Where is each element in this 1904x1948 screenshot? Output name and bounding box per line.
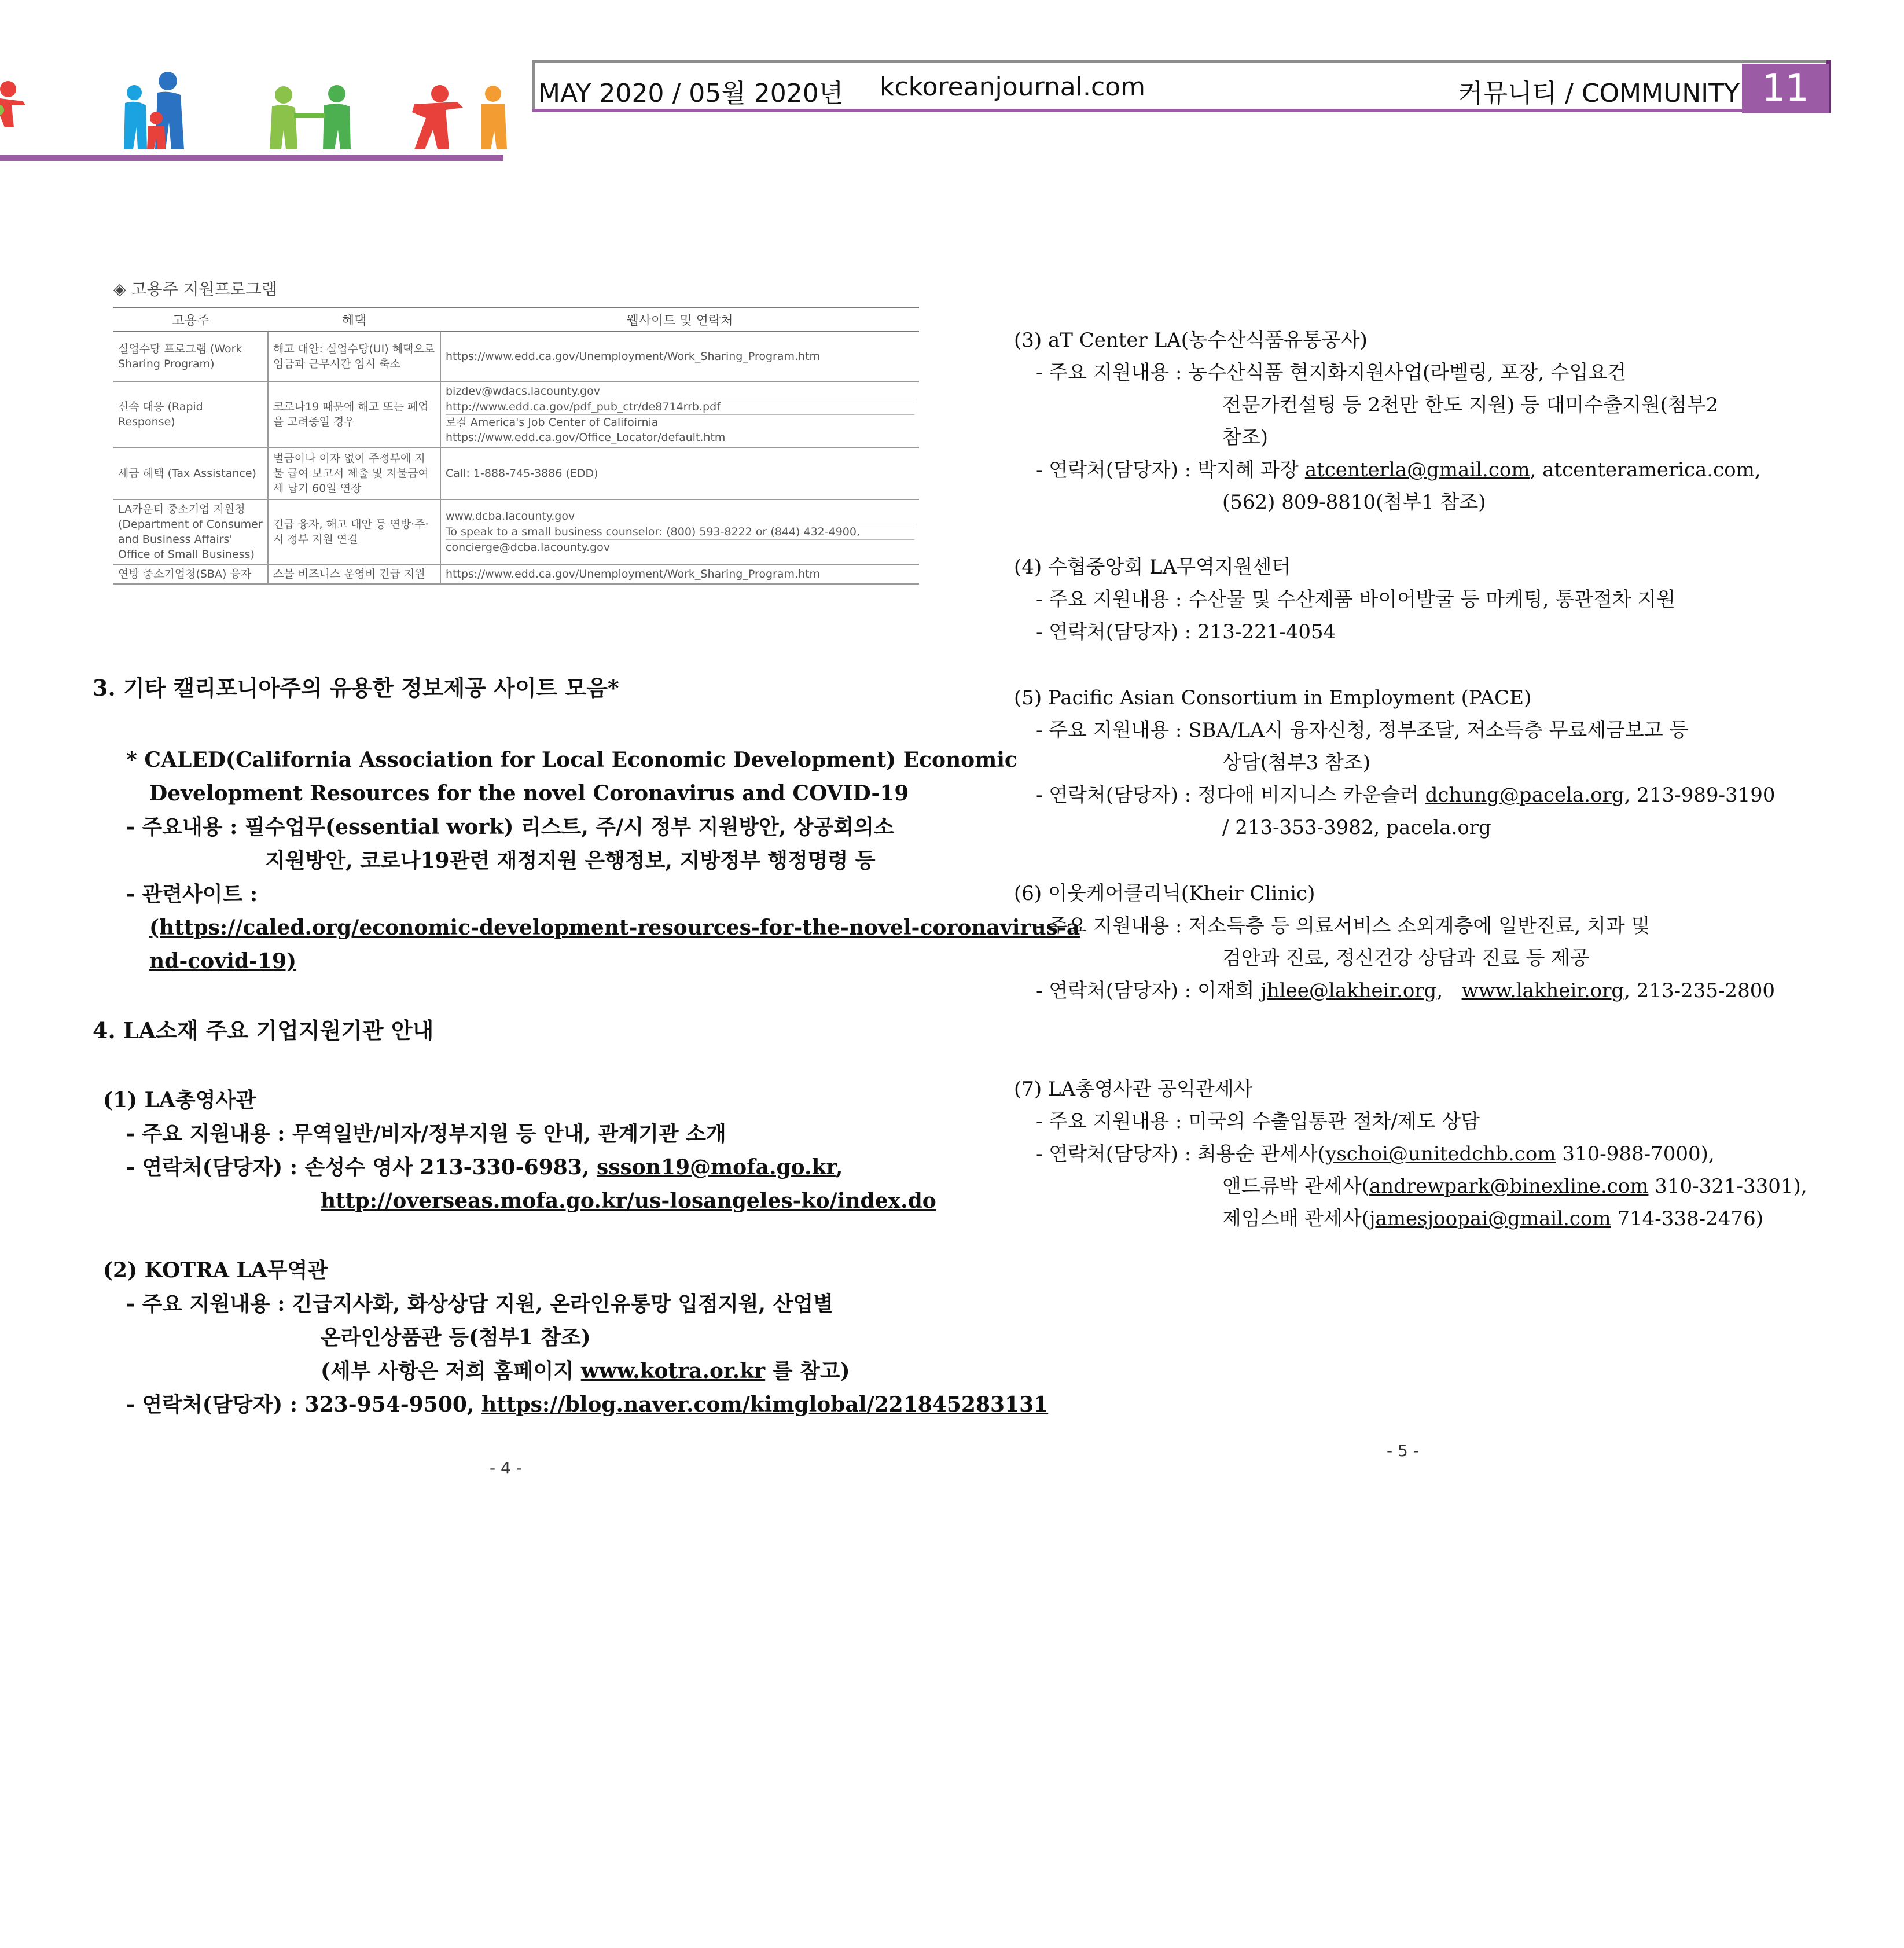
caled-link-part-2[interactable]: nd-covid-19): [149, 949, 297, 973]
kotra-support-1: - 주요 지원내용 : 긴급지사화, 화상상담 지원, 온라인유통망 입점지원, 산업별: [126, 1292, 833, 1316]
kotra-note: [321, 1354, 850, 1388]
caled-site-label: - 관련사이트 :: [126, 882, 258, 906]
cell-benefit: 스몰 비즈니스 운영비 긴급 지원: [268, 564, 440, 584]
family-figures-logo: [0, 69, 509, 156]
col-employer: 고용주: [113, 308, 268, 332]
atcenter-title: (3) aT Center LA(농수산식품유통공사): [1014, 329, 1368, 352]
table-header-row: [113, 308, 919, 332]
caled-link-part-1[interactable]: (https://caled.org/economic-development-resources-for-the-novel-coronavirus-a: [149, 916, 1080, 940]
consulate-email[interactable]: ssson19@mofa.go.kr: [596, 1155, 836, 1179]
customs-title: (7) LA총영사관 공익관세사: [1014, 1078, 1253, 1101]
kheir-phone: , 213-235-2800: [1624, 979, 1776, 1002]
kotra-site-link[interactable]: www.kotra.or.kr: [580, 1359, 766, 1383]
page-footer-right: - 5 -: [1387, 1441, 1419, 1460]
pace-email[interactable]: dchung@pacela.org: [1425, 784, 1624, 807]
col-contact: 웹사이트 및 연락처: [440, 308, 919, 332]
kheir-website[interactable]: www.lakheir.org: [1461, 979, 1624, 1002]
atcenter-support-3: 참조): [1222, 426, 1268, 449]
kheir-contact-text: - 연락처(담당자) : 이재희: [1036, 979, 1255, 1002]
customs-phone-2: 310-321-3301),: [1648, 1175, 1807, 1198]
cell-benefit: 해고 대안: 실업수당(UI) 혜택으로 임금과 근무시간 임시 축소: [268, 332, 440, 381]
caled-line-2: Development Resources for the novel Coronavirus and COVID-19: [149, 781, 909, 806]
kotra-title: (2) KOTRA LA무역관: [103, 1258, 328, 1282]
cell-benefit: 벌금이나 이자 없이 주정부에 지불 급여 보고서 제출 및 지불금여세 납기 60일 연장: [268, 447, 440, 499]
pace-contact-text: - 연락처(담당자) : 정다애 비지니스 카운슬러: [1036, 784, 1419, 807]
employer-program-table: [113, 307, 919, 585]
contact-phone: To speak to a small business counselor: (800) 593-8222 or (844) 432-4900,: [446, 524, 914, 540]
kheir-support-1: - 주요 지원내용 : 저소득층 등 의료서비스 소외계층에 일반진료, 치과 및: [1036, 914, 1651, 938]
suhyup-contact: - 연락처(담당자) : 213-221-4054: [1036, 620, 1336, 644]
contact-link[interactable]: https://www.edd.ca.gov/Unemployment/Work_Sharing_Program.htm: [446, 350, 821, 363]
caled-link-cont[interactable]: [149, 944, 296, 978]
col-benefit: 혜택: [268, 308, 440, 332]
customs-support: - 주요 지원내용 : 미국의 수출입통관 절차/제도 상담: [1036, 1110, 1480, 1133]
pace-contact-2: / 213-353-3982, pacela.org: [1222, 816, 1491, 839]
kheir-support-2: 검안과 진료, 정신건강 상담과 진료 등 제공: [1222, 947, 1589, 970]
cell-contact: [440, 447, 919, 499]
kheir-email[interactable]: jhlee@lakheir.org: [1260, 979, 1437, 1002]
kotra-contact-text: - 연락처(담당자) : 323-954-9500,: [126, 1392, 475, 1417]
consulate-link[interactable]: http://overseas.mofa.go.kr/us-losangeles-ko/index.do: [321, 1189, 936, 1213]
customs-phone-1: 310-988-7000),: [1556, 1142, 1715, 1166]
section-4-title: 4. LA소재 주요 기업지원기관 안내: [93, 1017, 434, 1043]
atcenter-support-2: 전문가컨설팅 등 2천만 한도 지원) 등 대미수출지원(첨부2: [1222, 394, 1719, 417]
table-row: [113, 332, 919, 381]
header-left-rule: [532, 60, 535, 111]
pace-support-1: - 주요 지원내용 : SBA/LA시 융자신청, 정부조달, 저소득층 무료세금보고 등: [1036, 719, 1689, 742]
cell-employer: 실업수당 프로그램 (Work Sharing Program): [113, 332, 268, 381]
customs-contact-3: [1222, 1203, 1763, 1235]
customs-contact-text: - 연락처(담당자) : 최용순 관세사(: [1036, 1142, 1326, 1166]
consulate-title: (1) LA총영사관: [103, 1088, 256, 1112]
cell-benefit: 긴급 융자, 해고 대안 등 연방·주·시 정부 지원 연결: [268, 499, 440, 564]
consulate-link-row[interactable]: [321, 1184, 936, 1218]
cell-employer: LA카운티 중소기업 지원청 (Department of Consumer and Business Affairs' Office of Small Business): [113, 499, 268, 564]
page-header: [0, 0, 1904, 174]
contact-email[interactable]: bizdev@wdacs.lacounty.gov: [446, 384, 914, 399]
table-title: ◈ 고용주 지원프로그램: [113, 280, 277, 299]
customs-email-2[interactable]: andrewpark@binexline.com: [1369, 1175, 1649, 1198]
consulate-contact: [126, 1151, 843, 1184]
cell-employer: 세금 혜택 (Tax Assistance): [113, 447, 268, 499]
customs-contact-1: [1036, 1138, 1715, 1170]
suhyup-title: (4) 수협중앙회 LA무역지원센터: [1014, 556, 1291, 579]
section-3-title: 3. 기타 캘리포니아주의 유용한 정보제공 사이트 모음*: [93, 675, 619, 701]
cell-benefit: 코로나19 때문에 해고 또는 폐업을 고려중일 경우: [268, 381, 440, 447]
consulate-contact-text: - 연락처(담당자) : 손성수 영사 213-330-6983,: [126, 1155, 590, 1179]
atcenter-contact-post: , atcenteramerica.com,: [1530, 458, 1761, 482]
caled-link[interactable]: [149, 911, 1080, 944]
site-name[interactable]: kckoreanjournal.com: [880, 72, 1145, 102]
kheir-title: (6) 이웃케어클리닉(Kheir Clinic): [1014, 882, 1315, 905]
cell-employer: 신속 대응 (Rapid Response): [113, 381, 268, 447]
pace-phone: , 213-989-3190: [1624, 784, 1776, 807]
customs-contact-2: [1222, 1170, 1807, 1203]
contact-phone: Call: 1-888-745-3886 (EDD): [446, 467, 598, 480]
table-row: [113, 564, 919, 584]
cell-employer: 연방 중소기업청(SBA) 융자: [113, 564, 268, 584]
customs-phone-3: 714-338-2476): [1611, 1207, 1763, 1230]
issue-date: MAY 2020 / 05월 2020년: [538, 79, 844, 108]
contact-email[interactable]: concierge@dcba.lacounty.gov: [446, 541, 611, 554]
atcenter-phone: (562) 809-8810(첨부1 참조): [1222, 491, 1486, 514]
kotra-blog-link[interactable]: https://blog.naver.com/kimglobal/221845283131: [481, 1392, 1049, 1417]
kheir-contact: [1036, 975, 1775, 1007]
page-number: 11: [1742, 64, 1829, 113]
header-top-rule: [532, 60, 1829, 63]
pace-title: (5) Pacific Asian Consortium in Employment (PACE): [1014, 686, 1532, 710]
contact-link[interactable]: https://www.edd.ca.gov/Unemployment/Work_Sharing_Program.htm: [446, 568, 821, 580]
customs-email-3[interactable]: jamesjoopai@gmail.com: [1369, 1207, 1611, 1230]
kotra-support-2: 온라인상품관 등(첨부1 참조): [321, 1325, 591, 1350]
customs-name-2: 앤드류박 관세사(: [1222, 1175, 1369, 1198]
kotra-note-pre: (세부 사항은 저희 홈페이지: [321, 1359, 574, 1383]
atcenter-support-1: - 주요 지원내용 : 농수산식품 현지화지원사업(라벨링, 포장, 수입요건: [1036, 361, 1627, 384]
atcenter-email[interactable]: atcenterla@gmail.com: [1304, 458, 1530, 482]
kotra-contact: [126, 1388, 1048, 1421]
customs-email-1[interactable]: yschoi@unitedchb.com: [1325, 1142, 1556, 1166]
contact-link[interactable]: http://www.edd.ca.gov/pdf_pub_ctr/de8714rrb.pdf: [446, 399, 914, 415]
suhyup-support: - 주요 지원내용 : 수산물 및 수산제품 바이어발굴 등 마케팅, 통관절차 지원: [1036, 588, 1676, 611]
atcenter-contact: [1036, 454, 1761, 486]
kotra-note-post: 를 참고): [772, 1359, 850, 1383]
pace-support-2: 상담(첨부3 참조): [1222, 751, 1371, 774]
section-name: 커뮤니티 / COMMUNITY: [1458, 79, 1740, 108]
table-row: [113, 447, 919, 499]
consulate-support: - 주요 지원내용 : 무역일반/비자/정부지원 등 안내, 관계기관 소개: [126, 1122, 726, 1146]
caled-line-1: * CALED(California Association for Local Economic Development) Economic: [126, 748, 1017, 772]
customs-name-3: 제임스배 관세사(: [1222, 1207, 1369, 1230]
caled-contents-1: - 주요내용 : 필수업무(essential work) 리스트, 주/시 정부 지원방안, 상공회의소: [126, 815, 894, 839]
pace-contact: [1036, 779, 1776, 811]
cell-contact: [440, 499, 919, 564]
comma: ,: [1436, 979, 1455, 1002]
cell-contact: [440, 564, 919, 584]
cell-contact: [440, 332, 919, 381]
cell-contact: [440, 381, 919, 447]
page-footer-left: - 4 -: [490, 1458, 522, 1477]
comma: ,: [835, 1155, 843, 1179]
contact-link[interactable]: 로컬 America's Job Center of Califoirnia https://www.edd.ca.gov/Office_Locator/default.htm: [446, 416, 726, 444]
caled-contents-2: 지원방안, 코로나19관련 재정지원 은행정보, 지방정부 행정명령 등: [265, 848, 876, 873]
atcenter-contact-text: - 연락처(담당자) : 박지혜 과장: [1036, 458, 1299, 482]
table-row: [113, 499, 919, 564]
table-row: [113, 381, 919, 447]
contact-link[interactable]: www.dcba.lacounty.gov: [446, 509, 914, 524]
